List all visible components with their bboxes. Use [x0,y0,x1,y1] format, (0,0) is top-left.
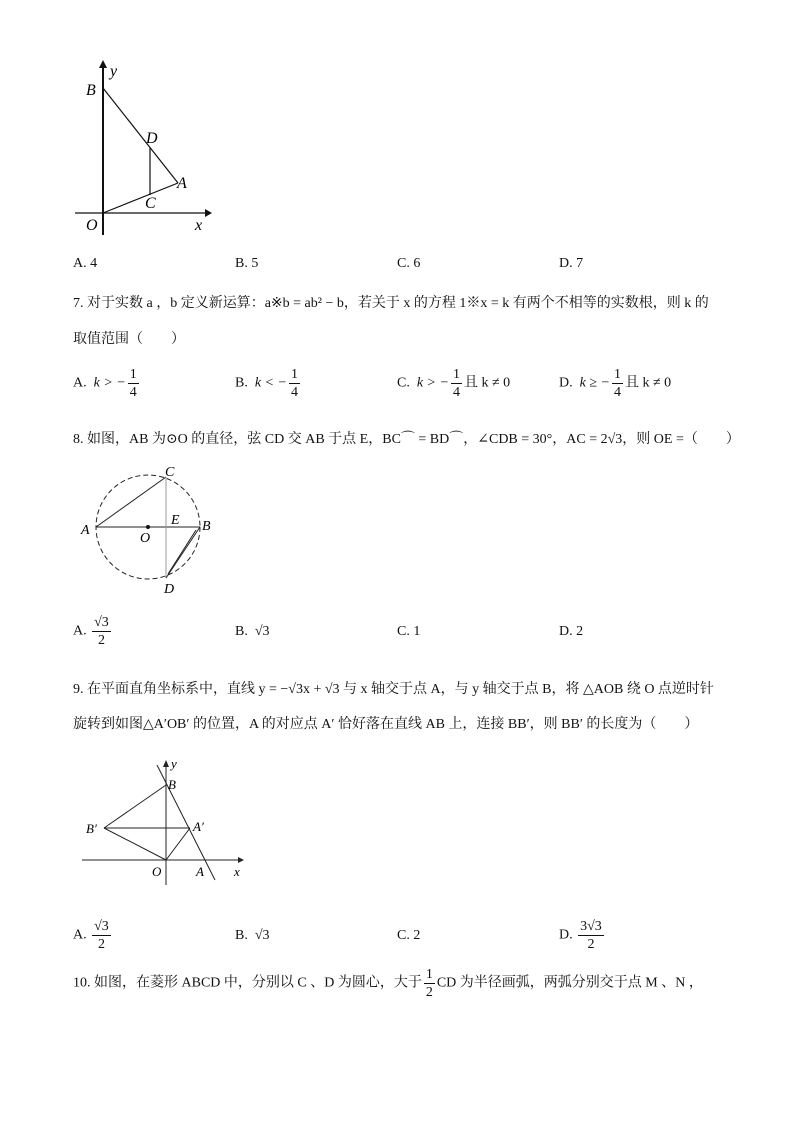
q7-stem-line2: 取值范围（ ） [73,332,185,347]
option-label: A. [73,927,87,943]
label-a: A [177,175,187,192]
denominator: 2 [97,633,105,648]
denominator: 2 [97,937,105,952]
q8-stem: 8. 如图，AB 为⊙O 的直径，弦 CD 交 AB 于点 E，BC⌒ = BD⌒，∠CDB = 30°，AC = 2√3，则 OE =（ ） [73,432,740,447]
option-value: √3 [254,624,270,639]
option-label: B. [235,928,248,943]
option-label: B. [235,624,248,639]
option-label: A. [73,623,87,639]
numerator: 3√3 [580,919,602,934]
denominator: 4 [129,385,137,400]
option-value: 2 [576,624,584,639]
option-math: k > − [93,375,126,391]
q7-option-d[interactable] [559,366,671,401]
option-label: C. [397,375,410,391]
label-x: x [195,217,203,234]
fraction [424,966,435,1001]
q10-stem [73,966,703,1001]
numerator: √3 [94,615,109,630]
option-label: D. [559,927,573,943]
denominator: 2 [587,937,595,952]
option-math: k < − [254,375,287,391]
option-math: k > − [416,375,449,391]
q9-stem-line1: 9. 在平面直角坐标系中，直线 y = −√3x + √3 与 x 轴交于点 A，与 y 轴交于点 B，将 △AOB 绕 O 点逆时针 [73,682,714,697]
denominator: 4 [613,385,621,400]
q6-option-a[interactable]: A. 4 [73,256,98,271]
label-d: D [164,582,175,597]
label-b-prime: B′ [86,821,97,836]
q9-option-d[interactable] [559,918,606,953]
q10-text-start: 10. 如图，在菱形 ABCD 中，分别以 C 、D 为圆心，大于 [73,975,422,991]
label-a: A [196,864,204,879]
option-value: √3 [254,928,270,943]
q9-option-b[interactable] [235,928,270,944]
label-o: O [86,217,98,234]
denominator: 2 [425,985,433,1000]
q8-option-d[interactable] [559,624,583,640]
q7-option-c[interactable] [397,366,510,401]
option-value: 2 [413,928,421,943]
numerator: 1 [452,367,460,382]
numerator: 1 [129,367,137,382]
label-o: O [152,864,162,879]
fraction [92,918,111,953]
option-math: k ≥ − [579,375,610,391]
option-suffix: 且 k ≠ 0 [463,375,511,391]
q6-option-b[interactable]: B. 5 [235,256,259,271]
label-a: A [81,523,90,538]
numerator: 1 [425,967,433,982]
option-label: C. [397,624,410,639]
label-y: y [171,756,177,771]
q9-option-c[interactable] [397,928,420,944]
option-label: A. [73,375,87,391]
numerator: √3 [94,919,109,934]
q9-stem-line2: 旋转到如图△A′OB′ 的位置，A 的对应点 A′ 恰好落在直线 AB 上，连接 BB′，则 BB′ 的长度为（ ） [73,717,699,732]
fraction [578,918,604,953]
label-b: B [86,82,96,99]
option-value: 1 [413,624,421,639]
label-c: C [145,195,156,212]
numerator: 1 [613,367,621,382]
option-label: D. [559,375,573,391]
label-a-prime: A′ [193,819,204,834]
label-b: B [168,777,176,792]
q6-option-d[interactable]: D. 7 [559,256,584,271]
denominator: 4 [452,385,460,400]
label-x: x [234,864,240,879]
label-c: C [165,465,175,480]
q6-option-c[interactable]: C. 6 [397,256,421,271]
numerator: 1 [290,367,298,382]
q8-option-c[interactable] [397,624,420,640]
q9-figure [0,0,260,890]
fraction [289,366,300,401]
option-label: B. [235,375,248,391]
label-d: D [146,130,158,147]
option-label: C. [397,928,410,943]
q7-stem-line1: 7. 对于实数 a ，b 定义新运算：a※b = ab² − b，若关于 x 的方程 1※x = k 有两个不相等的实数根，则 k 的 [73,296,709,311]
fraction [451,366,462,401]
label-y: y [110,63,118,80]
label-b: B [202,519,211,534]
fraction [612,366,623,401]
option-label: D. [559,624,573,639]
label-e: E [171,513,180,528]
label-o: O [140,531,151,546]
option-suffix: 且 k ≠ 0 [624,375,672,391]
denominator: 4 [290,385,298,400]
q10-text-end: CD 为半径画弧，两弧分别交于点 M 、N ， [436,975,703,991]
q9-option-a[interactable] [73,918,113,953]
